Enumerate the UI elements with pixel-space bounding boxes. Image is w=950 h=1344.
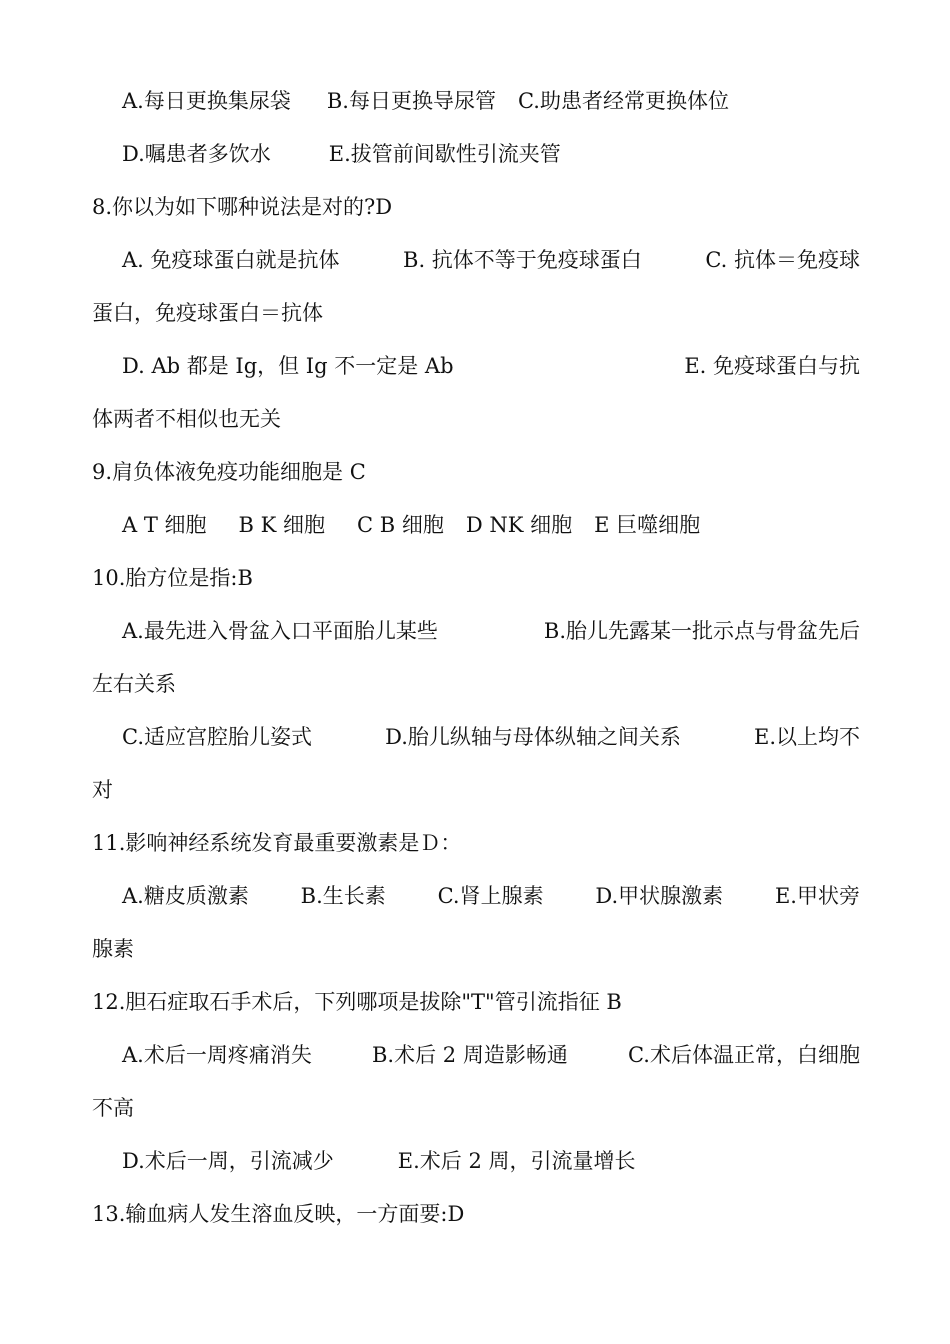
q8-options-row2 <box>122 351 860 381</box>
q12-options-row1-continuation: 不高 <box>92 1096 134 1120</box>
q10-options-row2 <box>122 722 860 752</box>
q11-option-b: B.生长素 <box>300 884 386 908</box>
q7-option-c: C.助患者经常更换体位 <box>517 89 729 113</box>
q12-option-d: D.术后一周，引流减少 <box>122 1149 334 1173</box>
q7-option-a: A.每日更换集尿袋 <box>122 89 291 113</box>
q11-options-continuation: 腺素 <box>92 937 134 961</box>
q11-option-e: E.甲状旁 <box>774 884 860 908</box>
q10-options-row1-continuation: 左右关系 <box>92 672 176 696</box>
q8-option-c: C. 抗体＝免疫球 <box>705 248 860 272</box>
q9-question: 9.肩负体液免疫功能细胞是 C <box>92 460 366 484</box>
q12-option-c: C.术后体温正常，白细胞 <box>627 1043 860 1067</box>
q10-option-b: B.胎儿先露某一批示点与骨盆先后 <box>543 619 860 643</box>
q8-option-e: E. 免疫球蛋白与抗 <box>684 354 860 378</box>
q12-options-row2 <box>122 1146 860 1176</box>
q10-option-a: A.最先进入骨盆入口平面胎儿某些 <box>122 619 438 643</box>
q7-options-row2 <box>122 139 860 169</box>
q7-option-d: D.嘱患者多饮水 <box>122 142 271 166</box>
q8-options-row2-continuation: 体两者不相似也无关 <box>92 407 281 431</box>
q7-option-b: B.每日更换导尿管 <box>326 89 496 113</box>
q7-option-e: E.拔管前间歇性引流夹管 <box>328 142 561 166</box>
q8-option-b: B. 抗体不等于免疫球蛋白 <box>403 248 642 272</box>
q9-option-a: A T 细胞 <box>122 513 207 537</box>
q10-option-d: D.胎儿纵轴与母体纵轴之间关系 <box>385 725 681 749</box>
q10-question: 10.胎方位是指:B <box>92 566 253 590</box>
q12-option-b: B.术后 2 周造影畅通 <box>372 1043 568 1067</box>
q12-options-row1 <box>122 1040 860 1070</box>
q8-question: 8.你以为如下哪种说法是对的?D <box>92 195 393 219</box>
q12-option-e: E.术后 2 周，引流量增长 <box>397 1149 636 1173</box>
q8-options-row1 <box>122 245 860 275</box>
q8-options-row1-continuation: 蛋白，免疫球蛋白＝抗体 <box>92 301 323 325</box>
q8-option-a: A. 免疫球蛋白就是抗体 <box>122 248 340 272</box>
q11-options <box>122 881 860 911</box>
q11-option-d: D.甲状腺激素 <box>595 884 724 908</box>
q9-option-d: D NK 细胞 <box>465 513 573 537</box>
q10-options-row2-continuation: 对 <box>92 778 113 802</box>
q11-option-c: C.肾上腺素 <box>437 884 544 908</box>
q12-option-a: A.术后一周疼痛消失 <box>122 1043 312 1067</box>
q9-option-e: E 巨噬细胞 <box>594 513 701 537</box>
q9-option-c: C B 细胞 <box>357 513 444 537</box>
q12-question: 12.胆石症取石手术后，下列哪项是拔除"T"管引流指征 B <box>92 990 622 1014</box>
q11-option-a: A.糖皮质激素 <box>122 884 249 908</box>
q11-question: 11.影响神经系统发育最重要激素是Ｄ： <box>92 831 462 855</box>
q7-options-row1 <box>122 86 860 116</box>
q10-option-e: E.以上均不 <box>753 725 860 749</box>
q9-option-b: B K 细胞 <box>238 513 326 537</box>
q10-options-row1 <box>122 616 860 646</box>
q9-options <box>122 510 860 540</box>
q13-question: 13.输血病人发生溶血反映，一方面要:D <box>92 1202 465 1226</box>
q8-option-d: D. Ab 都是 Ig，但 Ig 不一定是 Ab <box>122 354 454 378</box>
q10-option-c: C.适应宫腔胎儿姿式 <box>122 725 312 749</box>
